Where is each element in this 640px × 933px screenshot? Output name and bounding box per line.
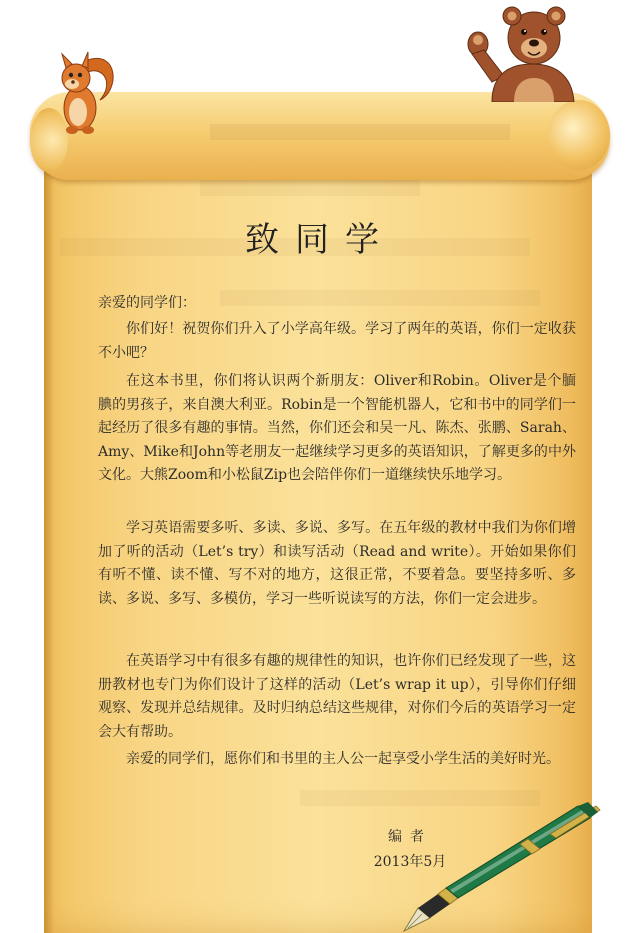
paragraph-text: 学习英语需要多听、多读、多说、多写。在五年级的教材中我们为你们增加了听的活动（Let’s try）和读写活动（Read and write）。开始如果你们有听不懂、读不懂、写不对的地方，这很正常，不要着急。要坚持多听、多读、多说、多写、多模仿，学习一些听说读写的方法，你们一定会进步。 xyxy=(98,520,576,607)
letter-paragraph xyxy=(98,318,576,365)
paragraph-text: 你们好！祝贺你们升入了小学高年级。学习了两年的英语，你们一定收获不小吧？ xyxy=(98,321,576,361)
letter-date: 2013年5月 xyxy=(373,854,447,870)
showthrough-mark xyxy=(210,124,510,140)
letter-paragraph xyxy=(98,748,576,772)
letter-salutation: 亲爱的同学们： xyxy=(98,295,196,311)
letter-title: 致同学 xyxy=(245,220,395,260)
bear-icon xyxy=(462,2,592,102)
letter-signature: 编者 xyxy=(388,829,432,845)
paragraph-text: 亲爱的同学们，愿你们和书里的主人公一起享受小学生活的美好时光。 xyxy=(126,751,560,767)
letter-paragraph xyxy=(98,370,576,488)
letter-paragraph xyxy=(98,517,576,611)
showthrough-mark xyxy=(200,180,420,196)
letter-paragraph xyxy=(98,650,576,744)
pen-icon xyxy=(400,800,610,933)
scroll-right-curl xyxy=(548,100,610,170)
paragraph-text: 在英语学习中有很多有趣的规律性的知识，也许你们已经发现了一些，这册教材也专门为你们设计了这样的活动（Let’s wrap it up），引导你们仔细观察、发现并总结规律。及时归纳总结这些规律，对你们今后的英语学习一定会大有帮助。 xyxy=(98,653,576,740)
paragraph-text: 在这本书里，你们将认识两个新朋友：Oliver和Robin。Oliver是个腼腆的男孩子，来自澳大利亚。Robin是一个智能机器人，它和书中的同学们一起经历了很多有趣的事情。当然，你们还会和吴一凡、陈杰、张鹏、Sarah、Amy、Mike和John等老朋友一起继续学习更多的英语知识，了解更多的中外文化。大熊Zoom和小松鼠Zip也会陪伴你们一道继续快乐地学习。 xyxy=(98,373,576,483)
squirrel-icon xyxy=(48,30,118,140)
